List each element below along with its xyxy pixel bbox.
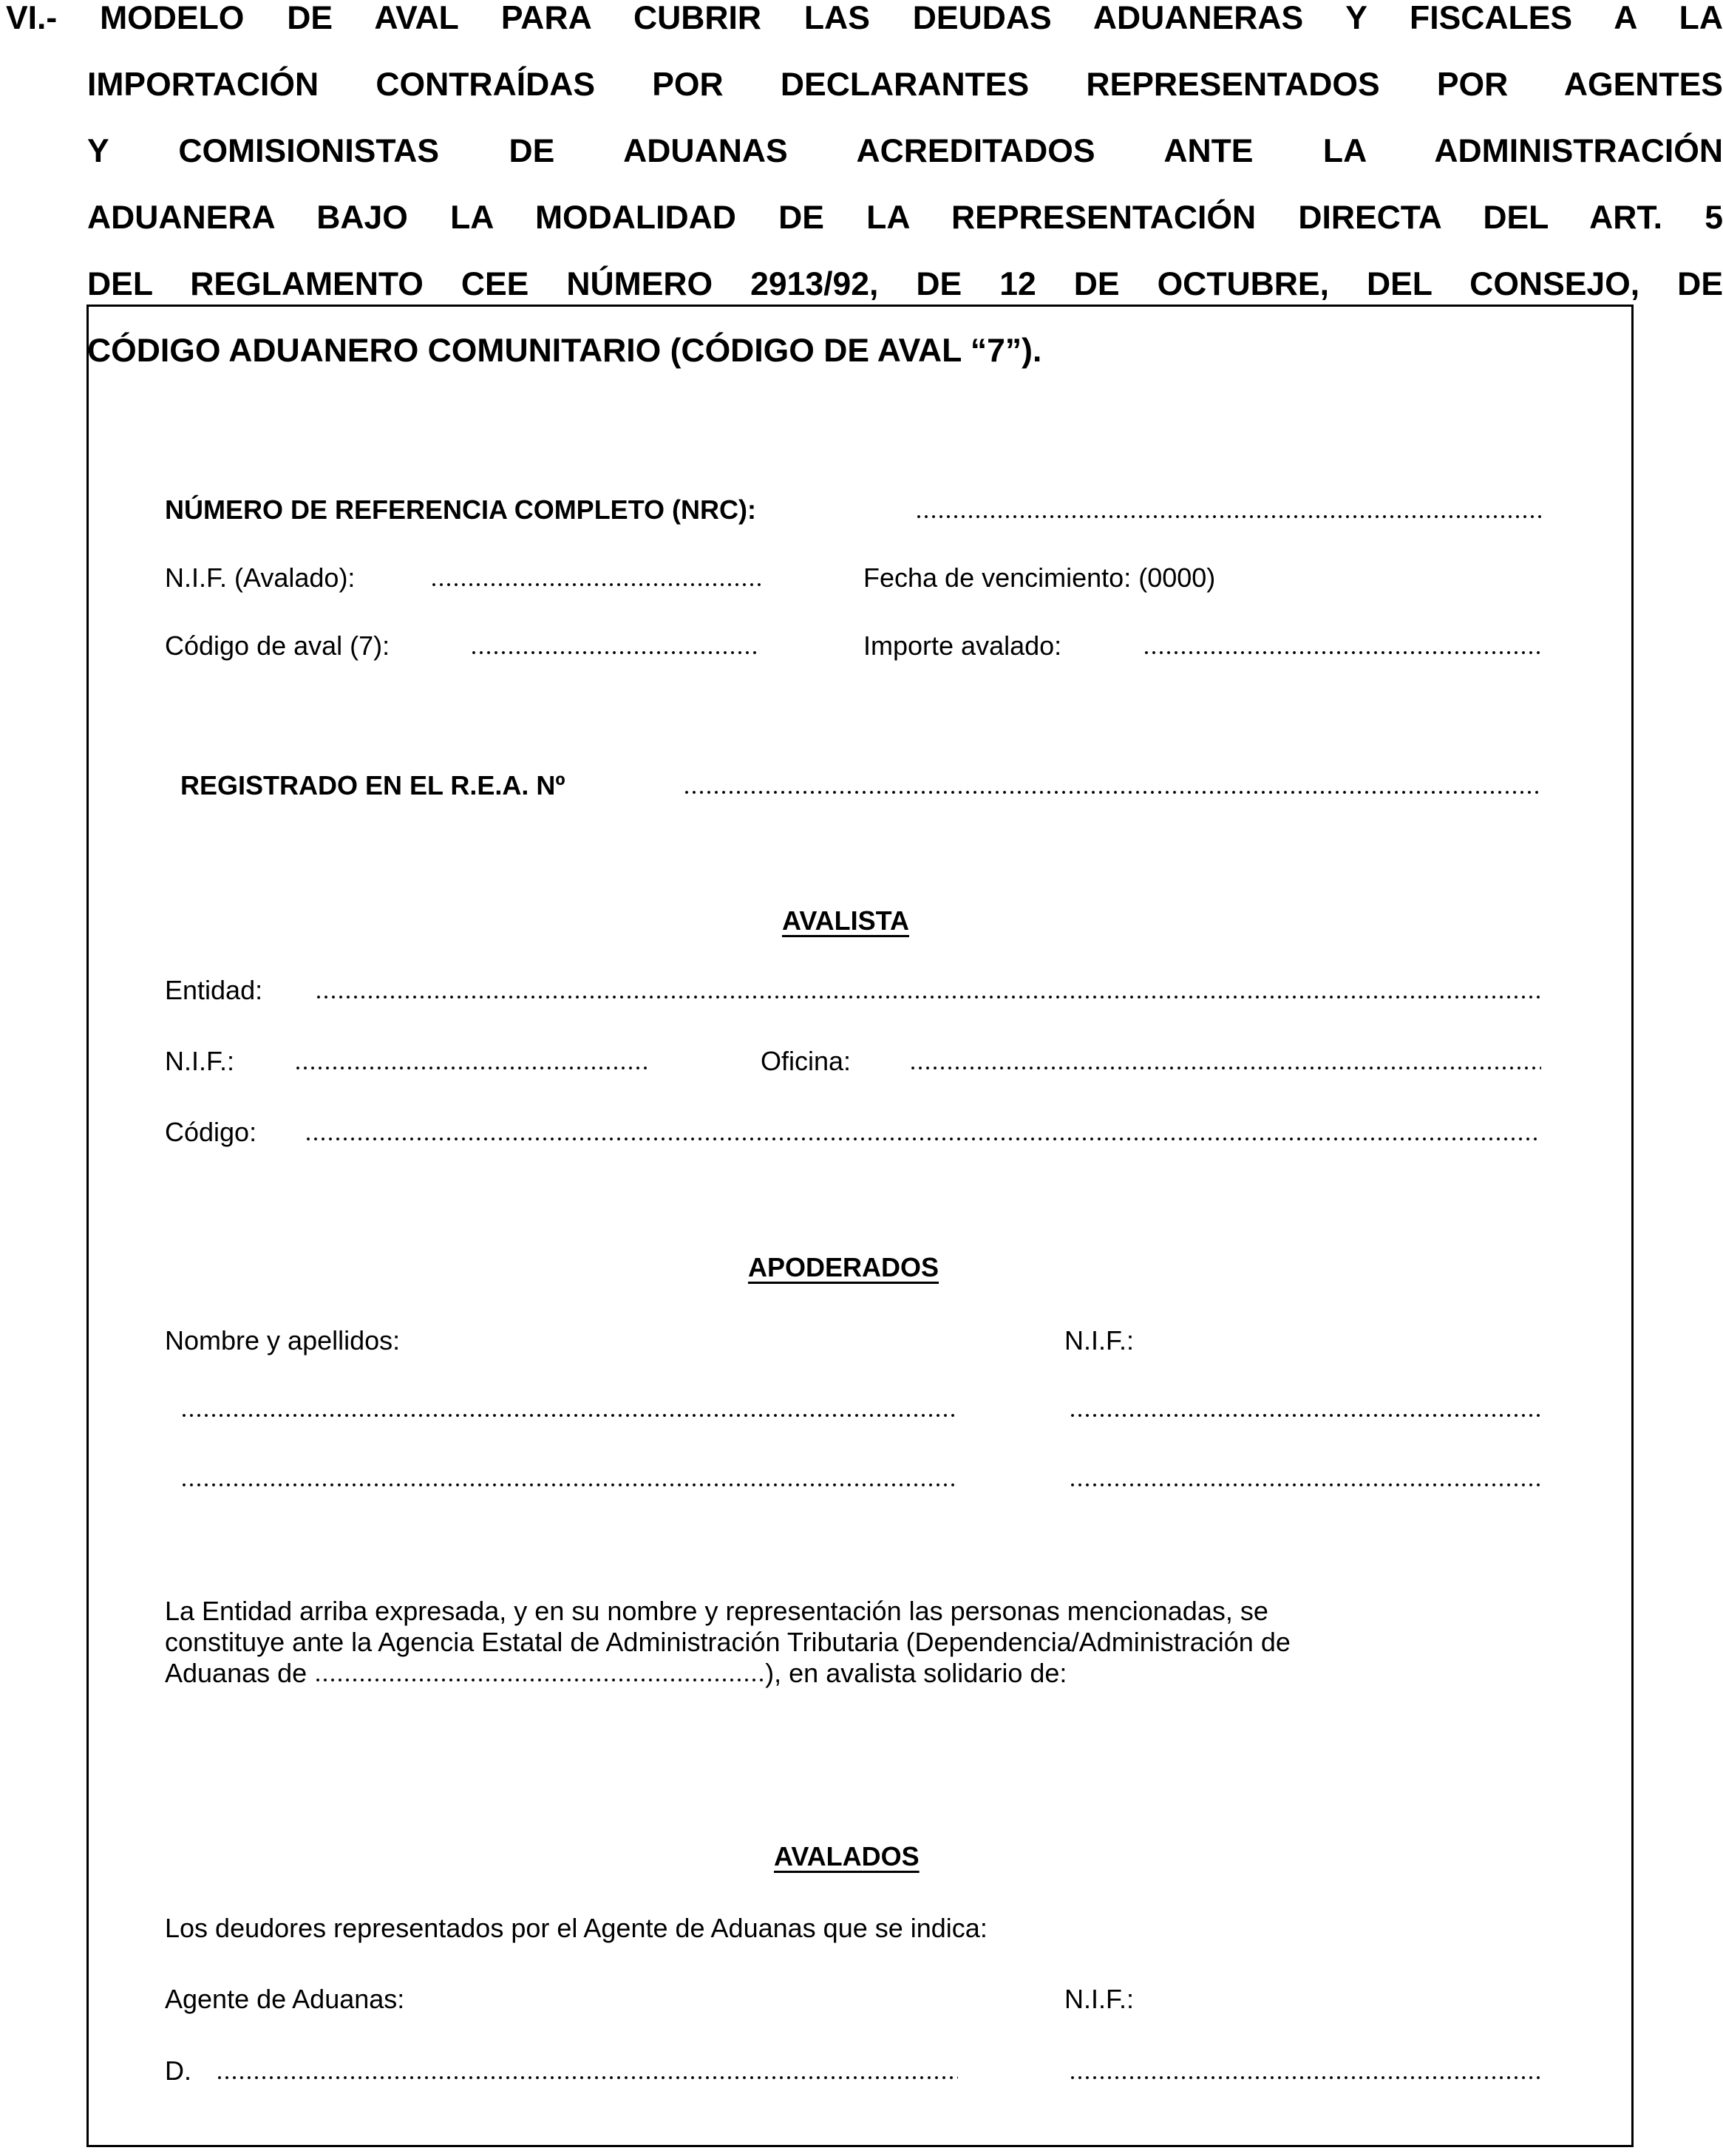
nif-avalado-label: N.I.F. (Avalado): (165, 562, 356, 593)
agente-nombre-field[interactable] (216, 2075, 958, 2080)
heading-line-3: Y COMISIONISTAS DE ADUANAS ACREDITADOS ANTE LA ADMINISTRACIÓN (87, 133, 1723, 169)
heading-line-6: CÓDIGO ADUANERO COMUNITARIO (CÓDIGO DE AVAL “7”). (87, 333, 1042, 369)
avalista-entidad-label: Entidad: (165, 975, 263, 1005)
avalista-entidad-field[interactable] (315, 995, 1541, 999)
codigo-aval-label: Código de aval (7): (165, 630, 390, 661)
paragraph-aduanas-prefix: Aduanas de (165, 1658, 315, 1688)
codigo-aval-field[interactable] (470, 650, 761, 655)
paragraph-line-3 (165, 1658, 1562, 1689)
agente-aduanas-label: Agente de Aduanas: (165, 1984, 405, 2014)
rea-label: REGISTRADO EN EL R.E.A. Nº (180, 770, 565, 800)
heading-line-5: DEL REGLAMENTO CEE NÚMERO 2913/92, DE 12 DE OCTUBRE, DEL CONSEJO, DE (87, 266, 1723, 302)
nrc-label: NÚMERO DE REFERENCIA COMPLETO (NRC): (165, 494, 756, 525)
heading-line-4: ADUANERA BAJO LA MODALIDAD DE LA REPRESENTACIÓN DIRECTA DEL ART. 5 (87, 200, 1723, 236)
apoderado-2-nif-field[interactable] (1069, 1483, 1541, 1487)
avalista-oficina-label: Oficina: (761, 1046, 852, 1076)
apoderados-section-title: APODERADOS (748, 1252, 939, 1282)
rea-field[interactable] (683, 790, 1541, 795)
avalista-oficina-field[interactable] (909, 1066, 1541, 1070)
fecha-vencimiento-label: Fecha de vencimiento: (0000) (863, 562, 1216, 593)
avalista-nif-label: N.I.F.: (165, 1046, 235, 1076)
avalista-nif-field[interactable] (294, 1066, 650, 1070)
apoderados-nif-label: N.I.F.: (1064, 1325, 1135, 1356)
avalados-section-title: AVALADOS (774, 1841, 920, 1871)
importe-avalado-label: Importe avalado: (863, 630, 1062, 661)
apoderado-2-nombre-field[interactable] (180, 1483, 958, 1487)
avalista-section-title: AVALISTA (782, 905, 909, 936)
constitution-paragraph (165, 1596, 1562, 1689)
agente-d-label: D. (165, 2055, 191, 2086)
apoderado-1-nif-field[interactable] (1069, 1413, 1541, 1418)
heading-line-1: VI.- MODELO DE AVAL PARA CUBRIR LAS DEUDAS ADUANERAS Y FISCALES A LA (6, 0, 1723, 36)
agente-nif-field[interactable] (1069, 2075, 1541, 2080)
avalados-nif-label: N.I.F.: (1064, 1984, 1135, 2014)
nrc-field[interactable] (915, 514, 1541, 519)
heading-line-2: IMPORTACIÓN CONTRAÍDAS POR DECLARANTES REPRESENTADOS POR AGENTES (87, 67, 1723, 103)
aduanas-de-field[interactable] (314, 1678, 765, 1682)
apoderado-1-nombre-field[interactable] (180, 1413, 958, 1418)
apoderados-nombre-label: Nombre y apellidos: (165, 1325, 401, 1356)
importe-avalado-field[interactable] (1143, 650, 1541, 655)
paragraph-line-2: constituye ante la Agencia Estatal de Administración Tributaria (Dependencia/Administración de (165, 1627, 1291, 1657)
avalista-codigo-field[interactable] (305, 1137, 1541, 1141)
nif-avalado-field[interactable] (430, 582, 761, 587)
paragraph-aduanas-suffix: ), en avalista solidario de: (765, 1658, 1067, 1688)
avalados-intro: Los deudores representados por el Agente de Aduanas que se indica: (165, 1913, 988, 1943)
avalista-codigo-label: Código: (165, 1117, 257, 1147)
paragraph-line-1: La Entidad arriba expresada, y en su nombre y representación las personas mencionadas, se (165, 1596, 1268, 1626)
